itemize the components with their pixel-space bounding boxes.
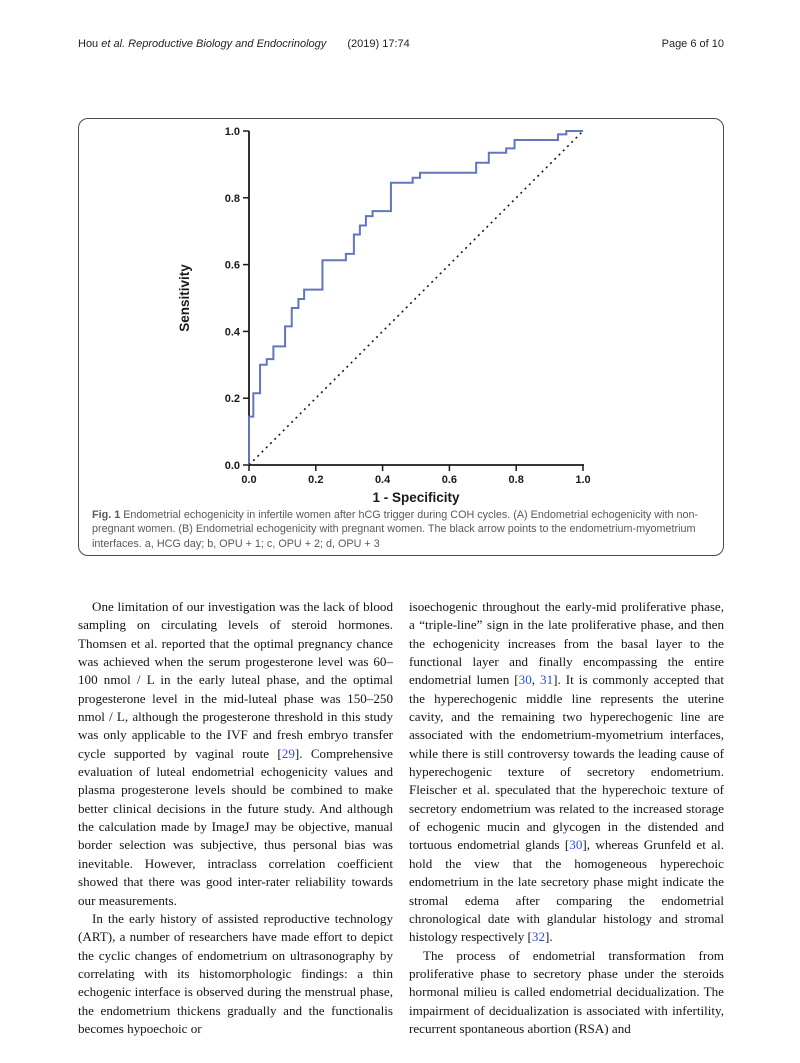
y-tick-label: 0.8 — [224, 192, 240, 205]
roc-plot-svg — [79, 119, 722, 507]
text-column-left — [78, 598, 393, 1038]
header-etal: et al. — [101, 38, 126, 50]
header-author: Hou — [78, 38, 99, 50]
running-header — [78, 38, 724, 50]
figure-caption-label: Fig. 1 — [92, 509, 121, 521]
figure-caption — [92, 508, 710, 551]
header-citation: (2019) 17:74 — [347, 38, 410, 50]
reference-link[interactable]: 32 — [531, 929, 546, 945]
header-journal-title: Reproductive Biology and Endocrinology — [128, 38, 327, 50]
body-paragraph: One limitation of our investigation was the lack of blood sampling on circulating levels of steroid hormones. Thomsen et al. reported that the optimal pregnancy chance was achieved when the serum progesterone level was 60–100 nmol / L in the early luteal phase, and the optimal progesterone level in the mid-luteal phase was 150–250 nmol / L, although the progesterone threshold in this study was only applicable to the IVF and fresh embryo transfer cycle supported by vaginal route [29]. Comprehensive evaluation of luteal endometrial echogenicity values and plasma progesterone levels should be combined to make better clinical decisions in the future study. And although the calculation made by ImageJ may be objective, manual border selection was subjective, thus personal bias was inevitable. However, intraclass correlation coefficient showed that there was good inter-rater reliability towards our measurements. — [78, 599, 393, 908]
reference-link[interactable]: 30 — [518, 672, 532, 688]
y-tick-label: 0.6 — [224, 259, 240, 272]
x-tick-label: 0.4 — [374, 474, 391, 486]
x-axis-title: 1 - Specificity — [372, 490, 460, 505]
figure-1-box — [78, 118, 724, 556]
page-number: Page 6 of 10 — [661, 38, 724, 50]
x-tick-label: 0.0 — [241, 474, 257, 486]
y-tick-label: 0.2 — [224, 393, 240, 406]
reference-diagonal-line — [249, 131, 583, 465]
body-paragraph: In the early history of assisted reproductive technology (ART), a number of researchers have made effort to depict the cyclic changes of endometrium on ultrasonography by correlating with its histomorphologic findings: a thin echogenic interface is observed during the menstrual phase, the endometrium thickens gradually and the functionalis becomes hypoechoic or — [78, 910, 393, 1036]
x-tick-label: 0.2 — [308, 474, 324, 486]
x-tick-label: 0.8 — [508, 474, 524, 486]
roc-curve-line — [249, 131, 583, 465]
y-tick-label: 0.0 — [224, 460, 240, 472]
y-tick-label: 0.4 — [224, 326, 240, 339]
y-tick-label: 1.0 — [224, 126, 240, 138]
x-tick-label: 1.0 — [575, 474, 591, 486]
reference-link[interactable]: 31 — [540, 672, 554, 688]
body-paragraph: isoechogenic throughout the early-mid proliferative phase, a “triple-line” sign in the late proliferative phase, and then the echogenicity increases from the basal layer to the functional layer and finally encompassing the entire endometrial lumen [30, 31]. It is commonly accepted that the hyperechogenic middle line represents the uterine cavity, and the remaining two hyperechogenic line are associated with the endometrium-myometrium interfaces, while there is still controversy towards the leading cause of hyperechogenic texture of secretory endometrium. Fleischer et al. speculated that the hyperechoic texture of secretory endometrium was related to the increased storage of echogenic mucin and glycogen in the distended and tortuous endometrial glands [30], whereas Grunfeld et al. hold the view that the homogeneous hyperechoic endometrium in the late secretory phase might indicate the stromal edema after comparing the endometrial chronological date with glandular histology and stromal histology respectively [32]. — [409, 599, 725, 945]
roc-chart — [79, 119, 722, 507]
reference-link[interactable]: 30 — [569, 837, 583, 853]
body-text — [78, 598, 724, 1038]
figure-caption-text: Endometrial echogenicity in infertile women after hCG trigger during COH cycles. (A) Endometrial echogenicity with non-pregnant women. (B) Endometrial echogenicity with pregnant women. The black arrow points to the endometrium-myometrium interfaces. a, HCG day; b, OPU + 1; c, OPU + 2; d, OPU + 3 — [92, 509, 699, 550]
x-tick-label: 0.6 — [441, 474, 458, 486]
reference-link[interactable]: 29 — [281, 745, 295, 761]
journal-header — [78, 38, 410, 50]
y-axis-title: Sensitivity — [177, 264, 192, 332]
body-paragraph: The process of endometrial transformation from proliferative phase to secretory phase under the steroids hormonal milieu is called endometrial decidualization. The impairment of decidualization is associated with infertility, recurrent spontaneous abortion (RSA) and — [409, 947, 724, 1036]
text-column-right — [409, 598, 724, 1038]
